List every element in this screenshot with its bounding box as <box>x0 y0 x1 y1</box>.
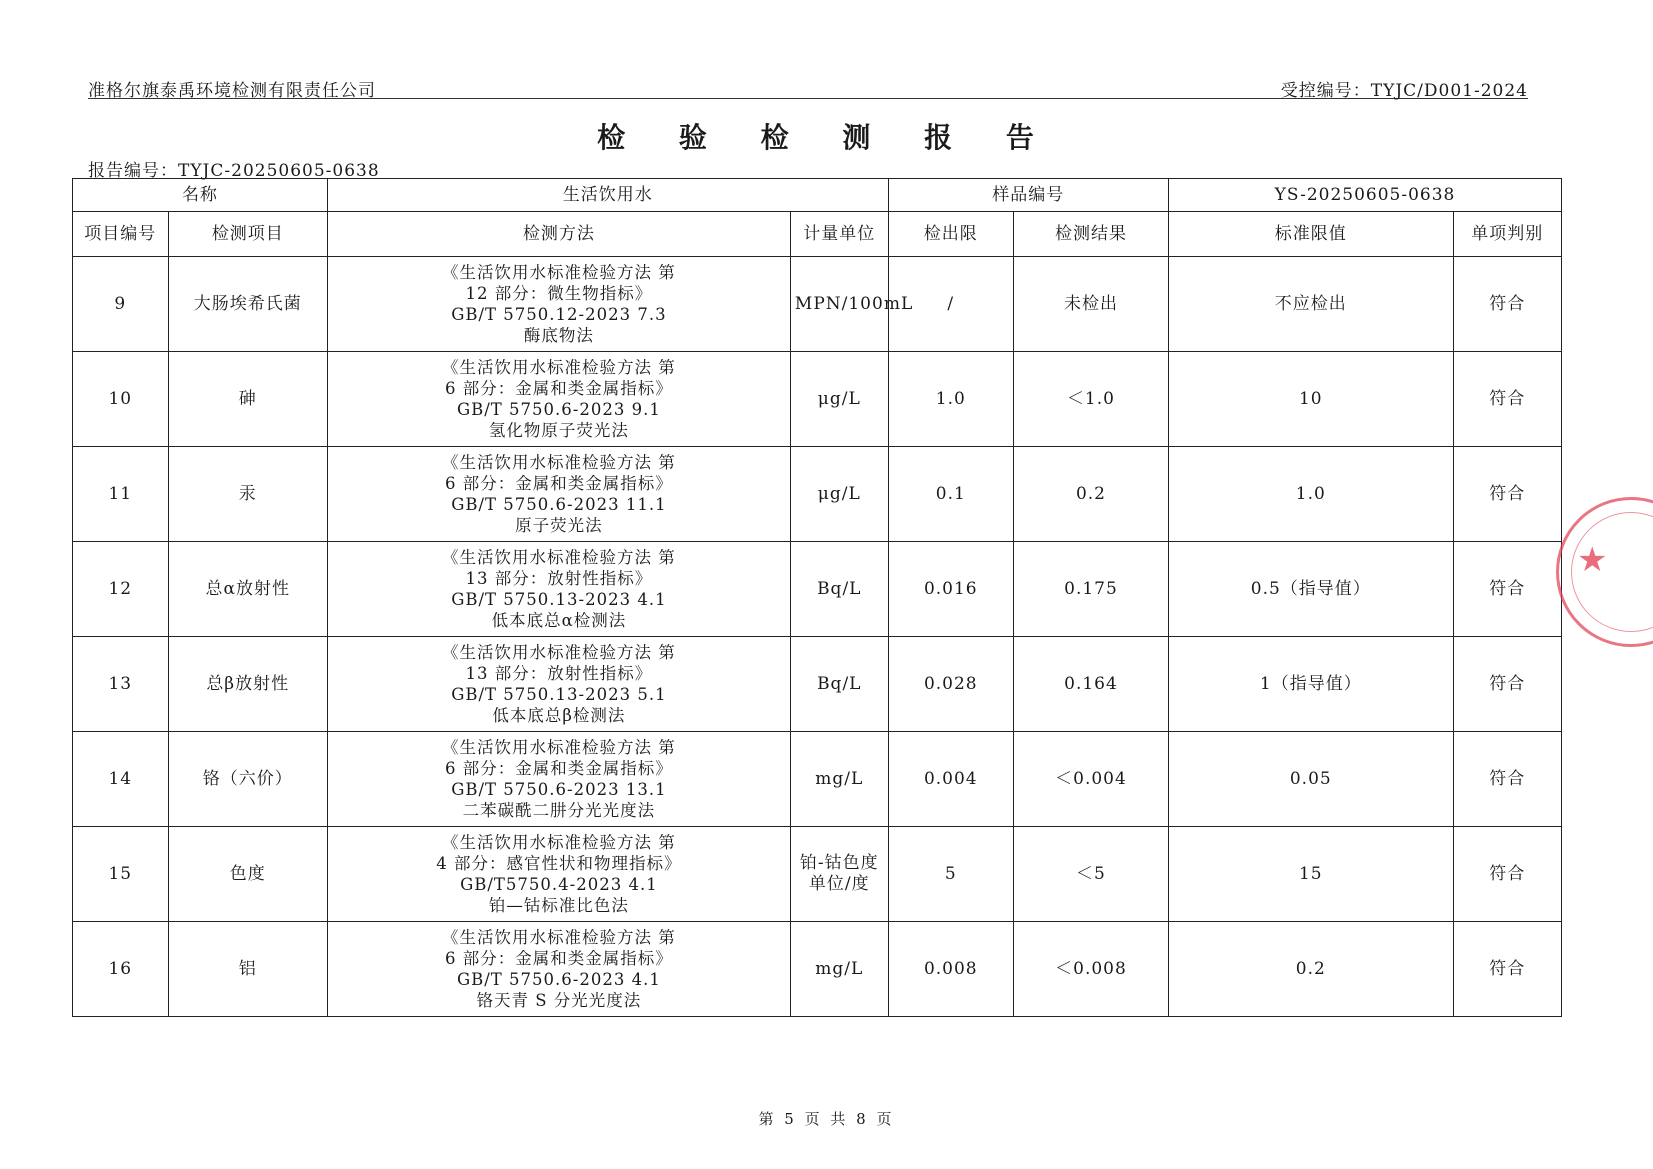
method-line: 4 部分：感官性状和物理指标》 <box>436 854 682 873</box>
method-line: 铬天青 S 分光光度法 <box>476 991 642 1010</box>
row-judge: 符合 <box>1453 352 1561 447</box>
method-line: 低本底总β检测法 <box>492 706 626 725</box>
table-row <box>73 352 1562 447</box>
row-limit: / <box>888 257 1013 352</box>
row-method <box>327 732 790 827</box>
method-line: GB/T 5750.13-2023 5.1 <box>451 685 667 704</box>
table-row <box>73 447 1562 542</box>
results-table <box>72 178 1562 1017</box>
col-result: 检测结果 <box>1013 212 1168 257</box>
row-item: 砷 <box>168 352 327 447</box>
table-row <box>73 922 1562 1017</box>
row-unit: 铂-钴色度单位/度 <box>790 827 888 922</box>
row-judge: 符合 <box>1453 922 1561 1017</box>
row-limit: 0.016 <box>888 542 1013 637</box>
row-judge: 符合 <box>1453 637 1561 732</box>
row-judge: 符合 <box>1453 447 1561 542</box>
row-result: 0.175 <box>1013 542 1168 637</box>
row-no: 11 <box>73 447 169 542</box>
row-method <box>327 352 790 447</box>
row-standard: 0.05 <box>1168 732 1453 827</box>
row-limit: 0.028 <box>888 637 1013 732</box>
row-standard: 10 <box>1168 352 1453 447</box>
row-method <box>327 637 790 732</box>
col-method: 检测方法 <box>327 212 790 257</box>
company-name: 准格尔旗泰禹环境检测有限责任公司 <box>88 81 376 101</box>
row-unit: MPN/100mL <box>790 257 888 352</box>
row-standard: 0.2 <box>1168 922 1453 1017</box>
table-row <box>73 542 1562 637</box>
method-line: 氢化物原子荧光法 <box>488 421 629 440</box>
row-unit: μg/L <box>790 352 888 447</box>
method-line: 6 部分：金属和类金属指标》 <box>445 474 673 493</box>
control-number: 受控编号：TYJC/D001-2024 <box>1280 81 1528 101</box>
method-line: GB/T 5750.6-2023 13.1 <box>451 780 667 799</box>
row-standard: 0.5（指导值） <box>1168 542 1453 637</box>
row-result: ＜0.008 <box>1013 922 1168 1017</box>
sample-value: YS-20250605-0638 <box>1168 179 1561 212</box>
method-line: GB/T 5750.6-2023 9.1 <box>456 400 661 419</box>
row-no: 13 <box>73 637 169 732</box>
method-line: GB/T 5750.6-2023 11.1 <box>451 495 667 514</box>
row-standard: 1（指导值） <box>1168 637 1453 732</box>
row-result: ＜1.0 <box>1013 352 1168 447</box>
row-limit: 0.1 <box>888 447 1013 542</box>
row-unit: mg/L <box>790 732 888 827</box>
method-line: 《生活饮用水标准检验方法 第 <box>442 738 676 757</box>
row-method <box>327 542 790 637</box>
method-line: 低本底总α检测法 <box>491 611 627 630</box>
row-item: 大肠埃希氏菌 <box>168 257 327 352</box>
row-item: 铝 <box>168 922 327 1017</box>
row-no: 12 <box>73 542 169 637</box>
row-unit: Bq/L <box>790 637 888 732</box>
row-unit: mg/L <box>790 922 888 1017</box>
table-row <box>73 257 1562 352</box>
row-no: 9 <box>73 257 169 352</box>
method-line: 12 部分：微生物指标》 <box>465 284 653 303</box>
table-row <box>73 827 1562 922</box>
row-method <box>327 922 790 1017</box>
col-standard: 标准限值 <box>1168 212 1453 257</box>
row-method <box>327 257 790 352</box>
method-line: 6 部分：金属和类金属指标》 <box>445 379 673 398</box>
official-seal <box>1556 497 1653 647</box>
row-item: 汞 <box>168 447 327 542</box>
method-line: 13 部分：放射性指标》 <box>465 569 653 588</box>
method-line: 二苯碳酰二肼分光光度法 <box>462 801 656 820</box>
method-line: 《生活饮用水标准检验方法 第 <box>442 928 676 947</box>
row-no: 14 <box>73 732 169 827</box>
method-line: GB/T 5750.12-2023 7.3 <box>451 305 667 324</box>
row-item: 总β放射性 <box>168 637 327 732</box>
row-no: 16 <box>73 922 169 1017</box>
row-item: 铬（六价） <box>168 732 327 827</box>
col-judge: 单项判别 <box>1453 212 1561 257</box>
method-line: 13 部分：放射性指标》 <box>465 664 653 683</box>
row-judge: 符合 <box>1453 732 1561 827</box>
method-line: 《生活饮用水标准检验方法 第 <box>442 453 676 472</box>
table-body <box>73 257 1562 1017</box>
method-line: 《生活饮用水标准检验方法 第 <box>442 358 676 377</box>
row-standard: 15 <box>1168 827 1453 922</box>
report-title: 检 验 检 测 报 告 <box>597 121 1056 154</box>
page-header <box>88 76 1528 99</box>
info-row <box>73 179 1562 212</box>
method-line: 《生活饮用水标准检验方法 第 <box>442 643 676 662</box>
row-limit: 1.0 <box>888 352 1013 447</box>
row-limit: 0.004 <box>888 732 1013 827</box>
col-item: 检测项目 <box>168 212 327 257</box>
row-judge: 符合 <box>1453 257 1561 352</box>
row-unit: μg/L <box>790 447 888 542</box>
col-unit: 计量单位 <box>790 212 888 257</box>
method-line: GB/T 5750.13-2023 4.1 <box>451 590 667 609</box>
sample-label: 样品编号 <box>888 179 1168 212</box>
method-line: 6 部分：金属和类金属指标》 <box>445 949 673 968</box>
col-item-no: 项目编号 <box>73 212 169 257</box>
table-row <box>73 637 1562 732</box>
row-item: 色度 <box>168 827 327 922</box>
method-line: 《生活饮用水标准检验方法 第 <box>442 548 676 567</box>
row-result: 0.164 <box>1013 637 1168 732</box>
row-no: 10 <box>73 352 169 447</box>
table-row <box>73 732 1562 827</box>
method-line: 原子荧光法 <box>515 516 603 535</box>
row-judge: 符合 <box>1453 827 1561 922</box>
method-line: GB/T5750.4-2023 4.1 <box>460 875 658 894</box>
name-value: 生活饮用水 <box>327 179 888 212</box>
row-method <box>327 447 790 542</box>
method-line: GB/T 5750.6-2023 4.1 <box>456 970 661 989</box>
row-result: 未检出 <box>1013 257 1168 352</box>
method-line: 6 部分：金属和类金属指标》 <box>445 759 673 778</box>
row-unit: Bq/L <box>790 542 888 637</box>
method-line: 《生活饮用水标准检验方法 第 <box>442 263 676 282</box>
row-limit: 5 <box>888 827 1013 922</box>
row-standard: 不应检出 <box>1168 257 1453 352</box>
row-standard: 1.0 <box>1168 447 1453 542</box>
row-item: 总α放射性 <box>168 542 327 637</box>
seal-star-icon: ★ <box>1577 540 1608 580</box>
row-judge: 符合 <box>1453 542 1561 637</box>
method-line: 铂—钴标准比色法 <box>488 896 629 915</box>
row-result: ＜0.004 <box>1013 732 1168 827</box>
row-method <box>327 827 790 922</box>
report-number: 报告编号：TYJC-20250605-0638 <box>88 161 380 181</box>
row-result: 0.2 <box>1013 447 1168 542</box>
name-label: 名称 <box>73 179 328 212</box>
page-footer: 第 5 页 共 8 页 <box>758 1110 895 1128</box>
row-limit: 0.008 <box>888 922 1013 1017</box>
row-result: ＜5 <box>1013 827 1168 922</box>
method-line: 酶底物法 <box>523 326 594 345</box>
col-limit: 检出限 <box>888 212 1013 257</box>
row-no: 15 <box>73 827 169 922</box>
column-header-row <box>73 212 1562 257</box>
method-line: 《生活饮用水标准检验方法 第 <box>442 833 676 852</box>
